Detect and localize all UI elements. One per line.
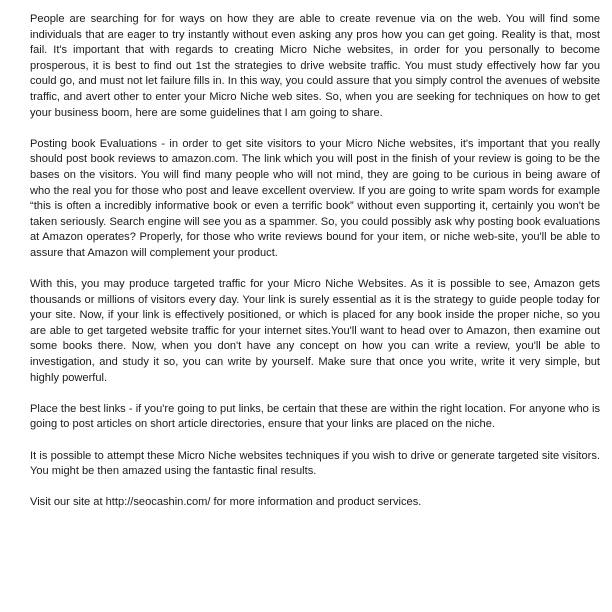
paragraph-targeted-traffic: With this, you may produce targeted traffic for your Micro Niche Websites. As it is possible to see, Amazon gets thousands or millions of visitors every day. Your link is surely essential as it is the strategy to guide people today for your site. Now, if your link is effectively positioned, or which is placed for any book inside the proper niche, so you are able to get targeted website traffic for your internet sites.You'll want to head over to Amazon, then examine out some books there. Now, when you don't have any concept on how you can write a review, you'll be able to investigation, and study it so, you can write by yourself. Make sure that once you write, write it very simple, but highly powerful.: [30, 278, 600, 384]
paragraph-best-links: Place the best links - if you're going to put links, be certain that these are within the right location. For anyone who is going to post articles on short article directories, ensure that your links are placed on the niche.: [30, 402, 600, 431]
paragraph-intro: People are searching for for ways on how they are able to create revenue via on the web. You will find some individuals that are eager to try instantly without even asking any pros how you can get going. Reality is that, most fail. It's important that with regards to creating Micro Niche websites, in order for you personally to become prosperous, it is best to find out 1st the strategies to drive website traffic. You must study effectively how far you could go, and must not let failure fills in. In this way, you could assure that you simply control the avenues of website traffic, and avert other to enter your Micro Niche web sites. So, when you are seeking for techniques on how to get your business boom, here are some guidelines that I am going to share.: [30, 13, 600, 119]
paragraph-techniques: It is possible to attempt these Micro Niche websites techniques if you wish to drive or generate targeted site visitors. You might be then amazed using the fantastic final results.: [30, 449, 600, 478]
paragraph-visit-site: Visit our site at http://seocashin.com/ for more information and product services.: [30, 496, 422, 509]
paragraph-book-evaluations: Posting book Evaluations - in order to get site visitors to your Micro Niche websites, it's important that you really should post book reviews to amazon.com. The link which you will post in the finish of your review is going to be the bases on the visitors. You will find many people who will not mind, they are going to be curious in being aware of who the real you for those who post and leave excellent overview. If you are going to write spam words for example “this is often a incredibly informative book or even a terrific book” without even supporting it, certainly you won't be taken seriously. Search engine will see you as a spammer. So, you could possibly ask why posting book evaluations at Amazon operates? Properly, for those who write reviews bound for your item, or niche web-site, you'll be able to assure that Amazon will complement your product.: [30, 137, 600, 259]
document-page: [30, 12, 600, 527]
